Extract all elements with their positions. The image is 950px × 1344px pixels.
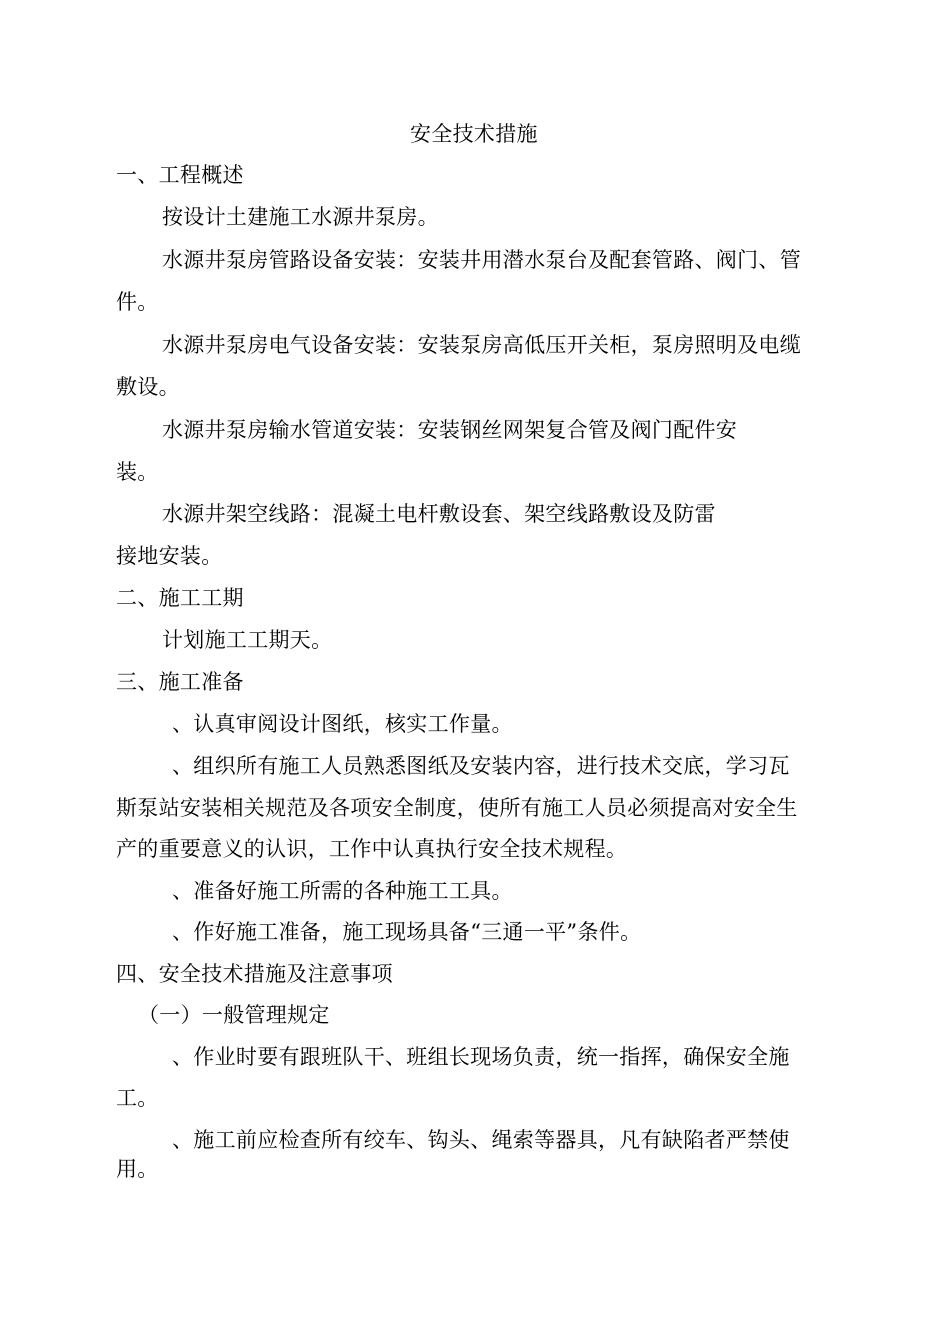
- list-item: 、组织所有施工人员熟悉图纸及安装内容，进行技术交底，学习瓦: [172, 754, 790, 778]
- section-heading-safety: 四、安全技术措施及注意事项: [116, 962, 393, 986]
- section-heading-schedule: 二、施工工期: [116, 586, 244, 610]
- paragraph: 水源井泵房输水管道安装：安装钢丝网架复合管及阀门配件安: [162, 418, 738, 442]
- list-item-continuation: 产的重要意义的认识，工作中认真执行安全技术规程。: [116, 837, 628, 861]
- paragraph-continuation: 装。: [116, 460, 159, 484]
- list-item: 、作业时要有跟班队干、班组长现场负责，统一指挥，确保安全施: [172, 1045, 790, 1069]
- subsection-heading: （一）一般管理规定: [138, 1003, 330, 1027]
- paragraph-continuation: 件。: [116, 290, 159, 314]
- document-title: 安全技术措施: [410, 122, 538, 146]
- list-item-continuation: 斯泵站安装相关规范及各项安全制度，使所有施工人员必须提高对安全生: [116, 796, 798, 820]
- section-heading-overview: 一、工程概述: [116, 163, 244, 187]
- paragraph: 水源井泵房电气设备安装：安装泵房高低压开关柜，泵房照明及电缆: [162, 333, 801, 357]
- list-item: 、施工前应检查所有绞车、钩头、绳索等器具，凡有缺陷者严禁使: [172, 1128, 790, 1152]
- paragraph: 计划施工工期天。: [162, 628, 333, 652]
- list-item: 、作好施工准备，施工现场具备“三通一平”条件。: [172, 920, 642, 944]
- paragraph: 按设计土建施工水源井泵房。: [162, 205, 439, 229]
- paragraph-continuation: 敷设。: [116, 375, 180, 399]
- list-item-continuation: 用。: [116, 1157, 159, 1181]
- paragraph: 水源井泵房管路设备安装：安装井用潜水泵台及配套管路、阀门、管: [162, 248, 801, 272]
- list-item: 、认真审阅设计图纸，核实工作量。: [172, 712, 513, 736]
- section-heading-preparation: 三、施工准备: [116, 670, 244, 694]
- paragraph-continuation: 接地安装。: [116, 544, 223, 568]
- list-item-continuation: 工。: [116, 1086, 159, 1110]
- list-item: 、准备好施工所需的各种施工工具。: [172, 879, 513, 903]
- paragraph: 水源井架空线路：混凝土电杆敷设套、架空线路敷设及防雷: [162, 502, 716, 526]
